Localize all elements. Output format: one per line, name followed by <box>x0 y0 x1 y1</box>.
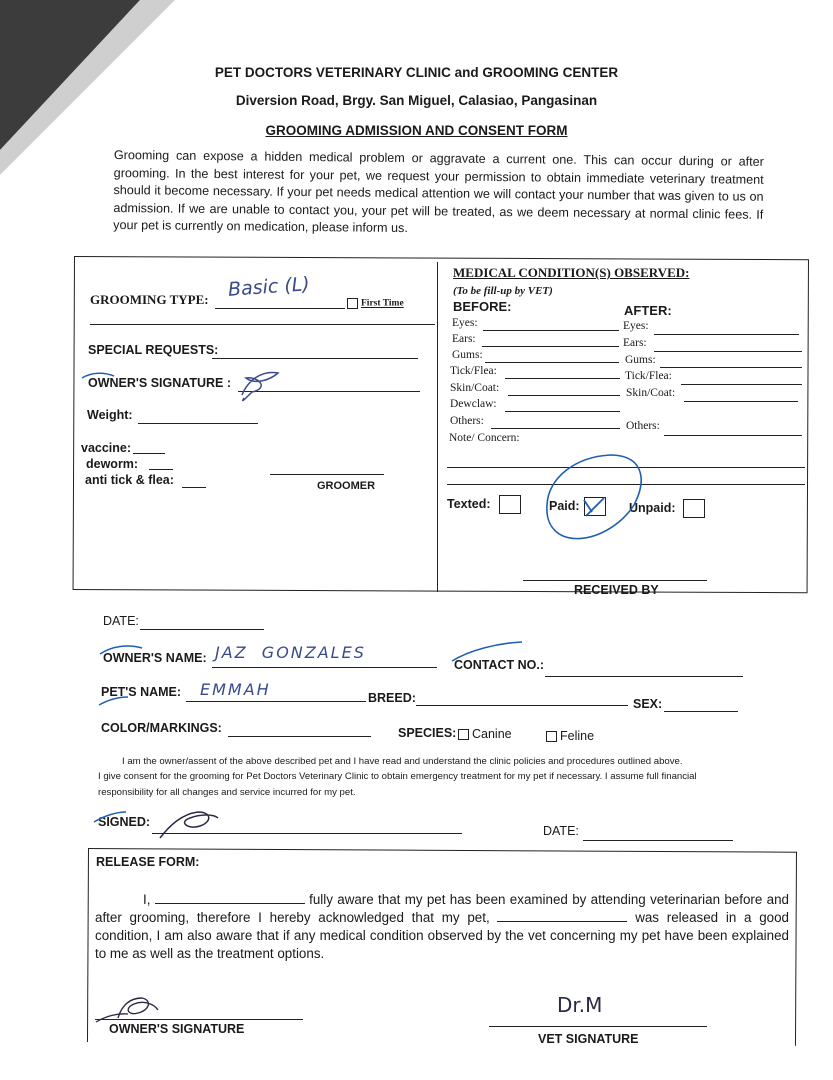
feline-label: Feline <box>560 729 595 743</box>
before-tick-field[interactable] <box>505 378 620 379</box>
before-eyes-field[interactable] <box>483 330 619 331</box>
texted-checkbox[interactable] <box>499 495 521 514</box>
unpaid-label: Unpaid: <box>629 501 676 515</box>
consent-line-2: I give consent for the grooming for Pet Doctors Veterinary Clinic to obtain emergency treatment for my pet if necessary. I assume full financial <box>98 771 697 782</box>
release-owner-signature-label: OWNER'S SIGNATURE <box>109 1022 245 1036</box>
after-ears-field[interactable] <box>654 351 802 352</box>
medical-condition-title: MEDICAL CONDITION(S) OBSERVED: <box>453 265 690 280</box>
paid-checkbox[interactable] <box>584 497 606 516</box>
note-line-1[interactable] <box>447 467 805 468</box>
anti-tick-field[interactable] <box>182 487 206 488</box>
color-markings-label: COLOR/MARKINGS: <box>101 721 222 735</box>
release-vet-signature-label: VET SIGNATURE <box>538 1032 639 1046</box>
species-canine-option[interactable] <box>458 727 512 741</box>
vaccine-field[interactable] <box>133 453 165 454</box>
unpaid-checkbox[interactable] <box>683 499 705 518</box>
first-time-label: First Time <box>361 298 404 309</box>
before-skin-field[interactable] <box>508 395 620 396</box>
grooming-type-field[interactable] <box>215 308 345 309</box>
species-label: SPECIES: <box>398 726 457 740</box>
deworm-field[interactable] <box>149 469 173 470</box>
consent-line-1: I am the owner/assent of the above described pet and I have read and understand the clinic policies and procedures outlined above. <box>122 756 683 767</box>
release-body <box>95 891 789 963</box>
before-others-label: Others: <box>450 415 484 427</box>
vet-fill-note: (To be fill-up by VET) <box>453 285 553 297</box>
after-ears-label: Ears: <box>623 337 647 349</box>
texted-label: Texted: <box>447 497 491 511</box>
before-tick-label: Tick/Flea: <box>450 365 497 377</box>
after-others-label: Others: <box>626 420 660 432</box>
release-text-1: fully aware that my pet has been examined by attending veterinarian before and after grooming, therefore I hereby acknowledged that my pet, <box>95 892 789 925</box>
release-owner-name-field[interactable] <box>155 891 305 904</box>
consent-line-3: responsibility for all changes and service incurred for my pet. <box>98 787 356 798</box>
sex-label: SEX: <box>633 697 663 711</box>
pet-name-label: PET'S NAME: <box>101 685 182 699</box>
vaccine-label: vaccine: <box>81 441 132 455</box>
deworm-label: deworm: <box>86 457 139 471</box>
after-eyes-label: Eyes: <box>623 320 649 332</box>
weight-field[interactable] <box>138 423 258 424</box>
sex-field[interactable] <box>664 711 738 712</box>
grooming-type-value: Basic (L) <box>227 273 311 301</box>
species-feline-option[interactable] <box>546 729 594 743</box>
after-tick-field[interactable] <box>681 384 802 385</box>
form-title: GROOMING ADMISSION AND CONSENT FORM <box>265 123 568 138</box>
grooming-type-label: GROOMING TYPE: <box>90 292 209 307</box>
weight-label: Weight: <box>87 408 133 422</box>
before-dewclaw-label: Dewclaw: <box>450 398 497 410</box>
after-skin-field[interactable] <box>684 401 798 402</box>
before-gums-field[interactable] <box>485 362 619 363</box>
contact-field[interactable] <box>545 676 743 677</box>
special-requests-field[interactable] <box>212 358 418 359</box>
release-pet-name-field[interactable] <box>497 909 627 922</box>
groomer-label: GROOMER <box>317 480 376 492</box>
before-gums-label: Gums: <box>452 349 483 361</box>
signed-field[interactable] <box>152 833 462 834</box>
groomer-signature-field[interactable] <box>270 474 384 475</box>
owner-signature-label: OWNER'S SIGNATURE : <box>88 376 232 390</box>
before-others-field[interactable] <box>491 428 620 429</box>
intro-paragraph: Grooming can expose a hidden medical problem or aggravate a current one. This can occur during or after grooming. In the best interest for your pet, we request your permission to obtain immediate veterinary treatment should it become necessary. If your pet needs medical attention we will contact your number that was given to us on admission. If we are unable to contact you, your pet will be treated, as we deem necessary at normal clinic fees. If your pet is currently on medication, please inform us. <box>113 147 764 236</box>
anti-tick-label: anti tick & flea: <box>85 473 174 487</box>
pet-name-value: EMMAH <box>200 680 271 699</box>
after-tick-label: Tick/Flea: <box>625 370 672 382</box>
clinic-name: PET DOCTORS VETERINARY CLINIC and GROOMING CENTER <box>214 65 619 80</box>
grooming-type-extra-line <box>90 324 435 325</box>
consent-date-field[interactable] <box>583 840 733 841</box>
note-line-2[interactable] <box>447 484 805 485</box>
panel-divider <box>437 262 438 592</box>
release-text-2: was released in a good condition, I am also aware that if any medical condition observed by the vet concerning my pet have been explained to me as well as the treatment options. <box>95 910 789 961</box>
after-eyes-field[interactable] <box>654 334 799 335</box>
owner-name-label: OWNER'S NAME: <box>103 651 207 665</box>
release-i: I, <box>143 892 151 907</box>
received-by-field[interactable] <box>523 580 707 581</box>
before-ears-field[interactable] <box>482 346 619 347</box>
owner-name-value: JAZ GONZALES <box>215 643 366 662</box>
first-time-checkbox[interactable] <box>347 298 404 309</box>
signed-label: SIGNED: <box>98 815 151 829</box>
before-ears-label: Ears: <box>452 333 476 345</box>
color-markings-field[interactable] <box>228 736 371 737</box>
before-skin-label: Skin/Coat: <box>450 382 500 394</box>
release-owner-signature-field[interactable] <box>95 1019 303 1020</box>
date-field[interactable] <box>140 629 264 630</box>
after-others-field[interactable] <box>664 435 802 436</box>
pet-name-field[interactable] <box>186 701 366 702</box>
owner-signature-field[interactable] <box>238 391 420 392</box>
received-by-label: RECEIVED BY <box>574 583 659 597</box>
before-label: BEFORE: <box>453 299 512 314</box>
vet-signature-value: Dr.M <box>557 993 603 1017</box>
before-dewclaw-field[interactable] <box>505 411 620 412</box>
owner-name-field[interactable] <box>212 667 437 668</box>
paid-label: Paid: <box>549 499 580 513</box>
after-gums-field[interactable] <box>660 367 802 368</box>
breed-field[interactable] <box>416 705 628 706</box>
clinic-address: Diversion Road, Brgy. San Miguel, Calasiao, Pangasinan <box>235 93 598 108</box>
date-label: DATE: <box>103 614 139 628</box>
consent-date-label: DATE: <box>543 824 579 838</box>
after-skin-label: Skin/Coat: <box>626 387 676 399</box>
note-concern-label: Note/ Concern: <box>449 432 520 444</box>
special-requests-label: SPECIAL REQUESTS: <box>88 343 219 357</box>
release-vet-signature-field[interactable] <box>489 1026 707 1027</box>
after-gums-label: Gums: <box>625 354 656 366</box>
breed-label: BREED: <box>368 691 416 705</box>
canine-label: Canine <box>472 727 512 741</box>
before-eyes-label: Eyes: <box>452 317 478 329</box>
after-label: AFTER: <box>624 303 672 318</box>
release-form-title: RELEASE FORM: <box>96 855 200 869</box>
contact-label: CONTACT NO.: <box>454 658 545 672</box>
